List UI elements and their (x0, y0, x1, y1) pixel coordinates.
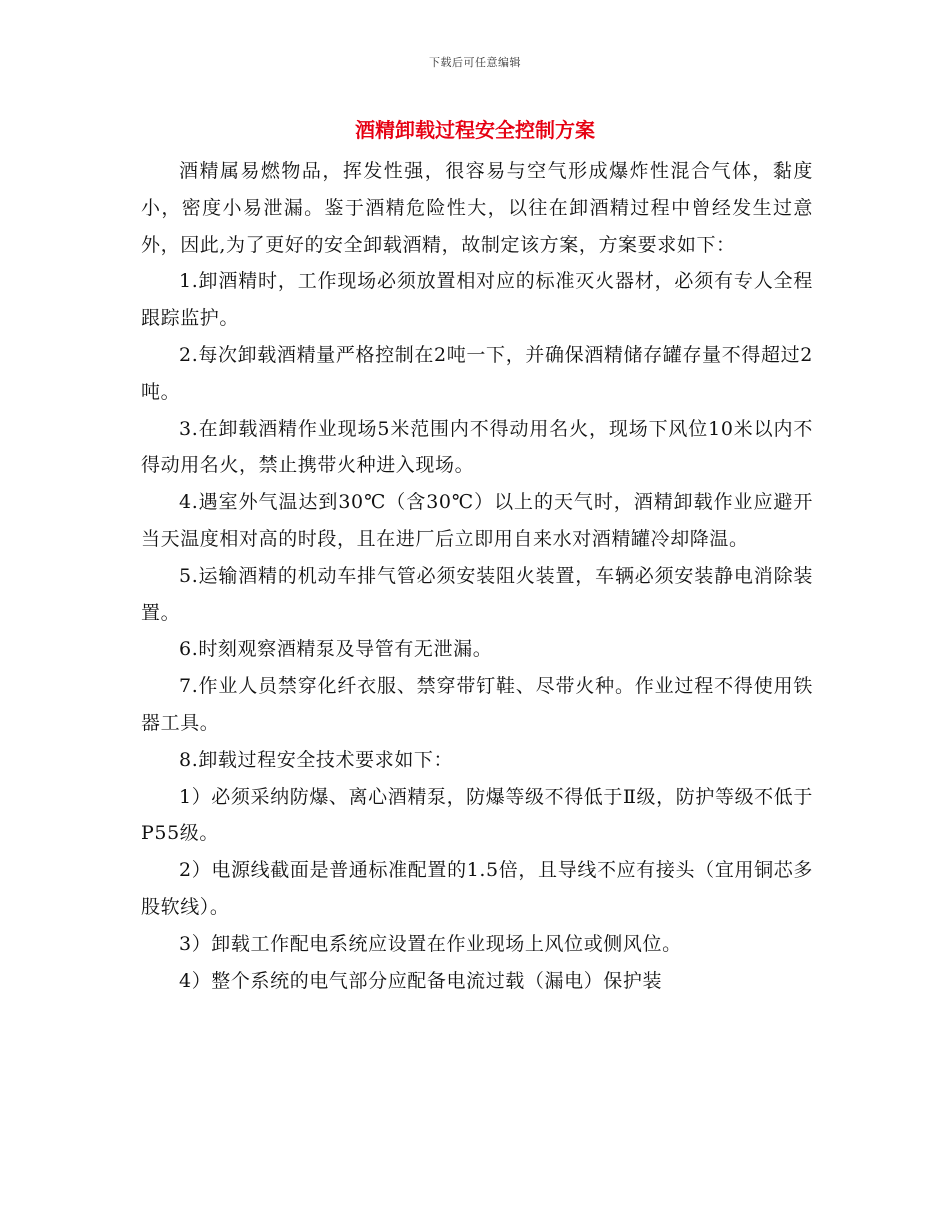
paragraph-item-4: 4.遇室外气温达到30℃（含30℃）以上的天气时，酒精卸载作业应避开当天温度相对高的时段，且在进厂后立即用自来水对酒精罐冷却降温。 (141, 491, 813, 550)
paragraph-subitem-2: 2）电源线截面是普通标准配置的1.5倍，且导线不应有接头（宜用铜芯多股软线）。 (141, 859, 813, 918)
page-header: 下载后可任意编辑 (429, 56, 521, 69)
paragraph-intro: 酒精属易燃物品，挥发性强，很容易与空气形成爆炸性混合气体，黏度小，密度小易泄漏。鉴于酒精危险性大，以往在卸酒精过程中曾经发生过意外，因此,为了更好的安全卸载酒精，故制定该方案，方案要求如下： (141, 160, 813, 256)
paragraph-item-8: 8.卸载过程安全技术要求如下： (179, 748, 454, 771)
paragraph-subitem-1: 1）必须采纳防爆、离心酒精泵，防爆等级不得低于Ⅱ级，防护等级不低于P55级。 (141, 785, 813, 845)
paragraph-subitem-3: 3）卸载工作配电系统应设置在作业现场上风位或侧风位。 (179, 932, 682, 955)
paragraph-item-2: 2.每次卸载酒精量严格控制在2吨一下，并确保酒精储存罐存量不得超过2吨。 (141, 343, 813, 403)
document-title: 酒精卸载过程安全控制方案 (355, 118, 595, 142)
paragraph-item-7: 7.作业人员禁穿化纤衣服、禁穿带钉鞋、尽带火种。作业过程不得使用铁器工具。 (141, 675, 813, 734)
paragraph-item-6: 6.时刻观察酒精泵及导管有无泄漏。 (179, 638, 493, 661)
paragraph-item-1: 1.卸酒精时，工作现场必须放置相对应的标准灭火器材，必须有专人全程跟踪监护。 (141, 270, 813, 330)
paragraph-item-5: 5.运输酒精的机动车排气管必须安装阻火装置，车辆必须安装静电消除装置。 (141, 564, 813, 624)
paragraph-subitem-4: 4）整个系统的电气部分应配备电流过载（漏电）保护装 (179, 969, 663, 992)
document-body (141, 153, 813, 999)
paragraph-item-3: 3.在卸载酒精作业现场5米范围内不得动用名火，现场下风位10米以内不得动用名火，禁止携带火种进入现场。 (141, 417, 813, 477)
